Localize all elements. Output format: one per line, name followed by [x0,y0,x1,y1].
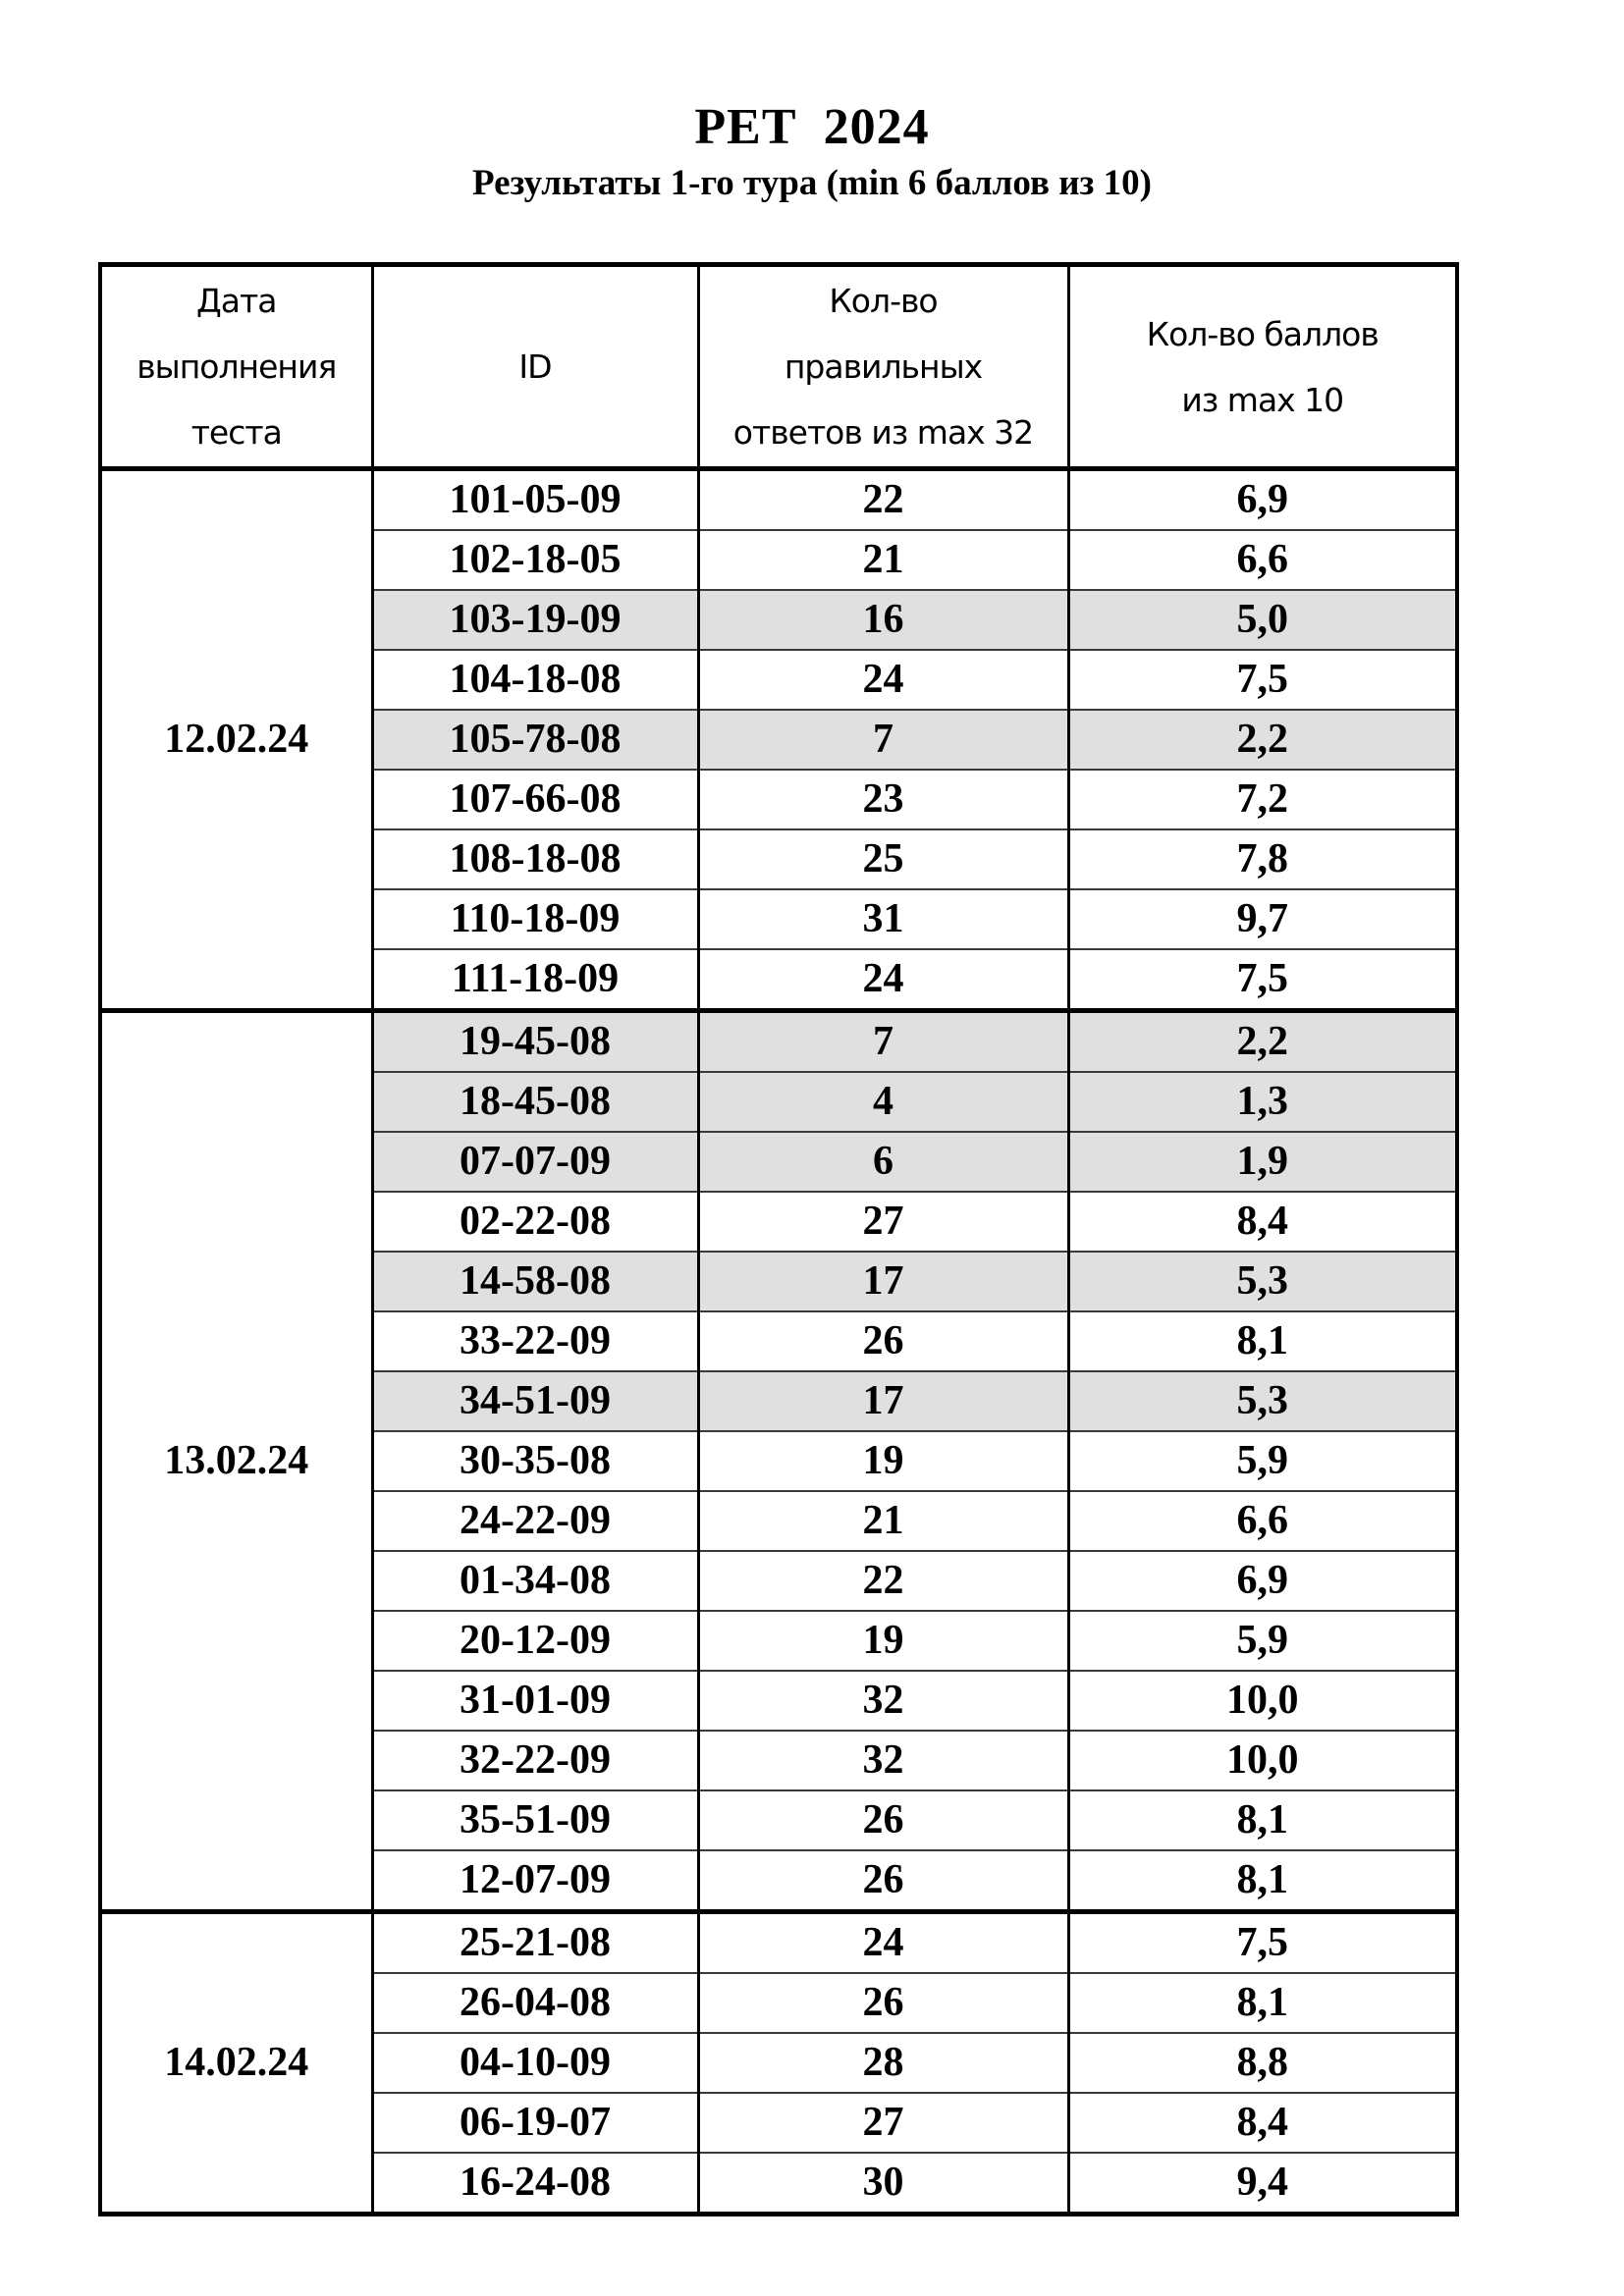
correct-answers-cell: 32 [698,1731,1068,1790]
score-cell: 9,7 [1068,889,1457,949]
score-cell: 8,8 [1068,2033,1457,2093]
header-row [100,265,1457,469]
correct-answers-cell: 17 [698,1371,1068,1431]
participant-id-cell: 105-78-08 [372,710,698,770]
correct-answers-cell: 28 [698,2033,1068,2093]
correct-answers-cell: 23 [698,770,1068,829]
participant-id-cell: 02-22-08 [372,1192,698,1252]
participant-id-cell: 32-22-09 [372,1731,698,1790]
score-cell: 6,9 [1068,1551,1457,1611]
column-header-correct-answers [698,265,1068,469]
correct-answers-cell: 19 [698,1611,1068,1671]
correct-answers-cell: 24 [698,949,1068,1011]
participant-id-cell: 33-22-09 [372,1311,698,1371]
column-header-label: Кол-во правильных ответов из max 32 [732,282,1034,452]
participant-id-cell: 110-18-09 [372,889,698,949]
participant-id-cell: 108-18-08 [372,829,698,889]
correct-answers-cell: 26 [698,1973,1068,2033]
document-subtitle: Результаты 1-го тура (min 6 баллов из 10) [472,163,1152,203]
participant-id-cell: 30-35-08 [372,1431,698,1491]
participant-id-cell: 31-01-09 [372,1671,698,1731]
score-cell: 9,4 [1068,2153,1457,2215]
score-cell: 1,9 [1068,1132,1457,1192]
table-row [100,469,1457,531]
column-header-score [1068,265,1457,469]
participant-id-cell: 111-18-09 [372,949,698,1011]
correct-answers-cell: 25 [698,829,1068,889]
score-cell: 6,6 [1068,1491,1457,1551]
participant-id-cell: 34-51-09 [372,1371,698,1431]
correct-answers-cell: 27 [698,1192,1068,1252]
score-cell: 8,1 [1068,1850,1457,1912]
correct-answers-cell: 6 [698,1132,1068,1192]
score-cell: 10,0 [1068,1671,1457,1731]
score-cell: 6,6 [1068,530,1457,590]
score-cell: 8,1 [1068,1790,1457,1850]
participant-id-cell: 24-22-09 [372,1491,698,1551]
score-cell: 5,9 [1068,1431,1457,1491]
participant-id-cell: 103-19-09 [372,590,698,650]
participant-id-cell: 104-18-08 [372,650,698,710]
participant-id-cell: 14-58-08 [372,1252,698,1311]
correct-answers-cell: 22 [698,1551,1068,1611]
participant-id-cell: 07-07-09 [372,1132,698,1192]
correct-answers-cell: 16 [698,590,1068,650]
participant-id-cell: 102-18-05 [372,530,698,590]
participant-id-cell: 12-07-09 [372,1850,698,1912]
table-row [100,1011,1457,1073]
correct-answers-cell: 4 [698,1072,1068,1132]
column-header-label: Дата выполнения теста [136,282,337,452]
score-cell: 7,5 [1068,949,1457,1011]
test-date-cell: 14.02.24 [100,1912,372,2215]
participant-id-cell: 06-19-07 [372,2093,698,2153]
correct-answers-cell: 31 [698,889,1068,949]
correct-answers-cell: 32 [698,1671,1068,1731]
score-cell: 7,2 [1068,770,1457,829]
participant-id-cell: 18-45-08 [372,1072,698,1132]
score-cell: 5,3 [1068,1252,1457,1311]
correct-answers-cell: 7 [698,1011,1068,1073]
correct-answers-cell: 26 [698,1790,1068,1850]
score-cell: 7,8 [1068,829,1457,889]
column-header-label: ID [518,347,552,386]
correct-answers-cell: 22 [698,469,1068,531]
score-cell: 8,1 [1068,1311,1457,1371]
column-header-label: Кол-во баллов из max 10 [1146,314,1379,419]
correct-answers-cell: 19 [698,1431,1068,1491]
document-title: PET 2024 [694,99,930,155]
score-cell: 5,3 [1068,1371,1457,1431]
score-cell: 8,4 [1068,1192,1457,1252]
participant-id-cell: 04-10-09 [372,2033,698,2093]
score-cell: 10,0 [1068,1731,1457,1790]
participant-id-cell: 01-34-08 [372,1551,698,1611]
score-cell: 2,2 [1068,1011,1457,1073]
test-date-cell: 13.02.24 [100,1011,372,1912]
participant-id-cell: 26-04-08 [372,1973,698,2033]
participant-id-cell: 20-12-09 [372,1611,698,1671]
correct-answers-cell: 26 [698,1311,1068,1371]
score-cell: 5,0 [1068,590,1457,650]
correct-answers-cell: 30 [698,2153,1068,2215]
score-cell: 2,2 [1068,710,1457,770]
table-body [100,469,1457,2215]
score-cell: 8,1 [1068,1973,1457,2033]
participant-id-cell: 101-05-09 [372,469,698,531]
participant-id-cell: 35-51-09 [372,1790,698,1850]
correct-answers-cell: 24 [698,1912,1068,1974]
correct-answers-cell: 21 [698,1491,1068,1551]
score-cell: 1,3 [1068,1072,1457,1132]
score-cell: 6,9 [1068,469,1457,531]
score-cell: 7,5 [1068,650,1457,710]
correct-answers-cell: 21 [698,530,1068,590]
column-header-date [100,265,372,469]
participant-id-cell: 16-24-08 [372,2153,698,2215]
correct-answers-cell: 27 [698,2093,1068,2153]
correct-answers-cell: 7 [698,710,1068,770]
participant-id-cell: 107-66-08 [372,770,698,829]
column-header-id [372,265,698,469]
results-table [98,262,1459,2216]
participant-id-cell: 25-21-08 [372,1912,698,1974]
table-row [100,1912,1457,1974]
score-cell: 8,4 [1068,2093,1457,2153]
test-date-cell: 12.02.24 [100,469,372,1011]
score-cell: 7,5 [1068,1912,1457,1974]
correct-answers-cell: 26 [698,1850,1068,1912]
participant-id-cell: 19-45-08 [372,1011,698,1073]
correct-answers-cell: 24 [698,650,1068,710]
table-header [100,265,1457,469]
score-cell: 5,9 [1068,1611,1457,1671]
correct-answers-cell: 17 [698,1252,1068,1311]
